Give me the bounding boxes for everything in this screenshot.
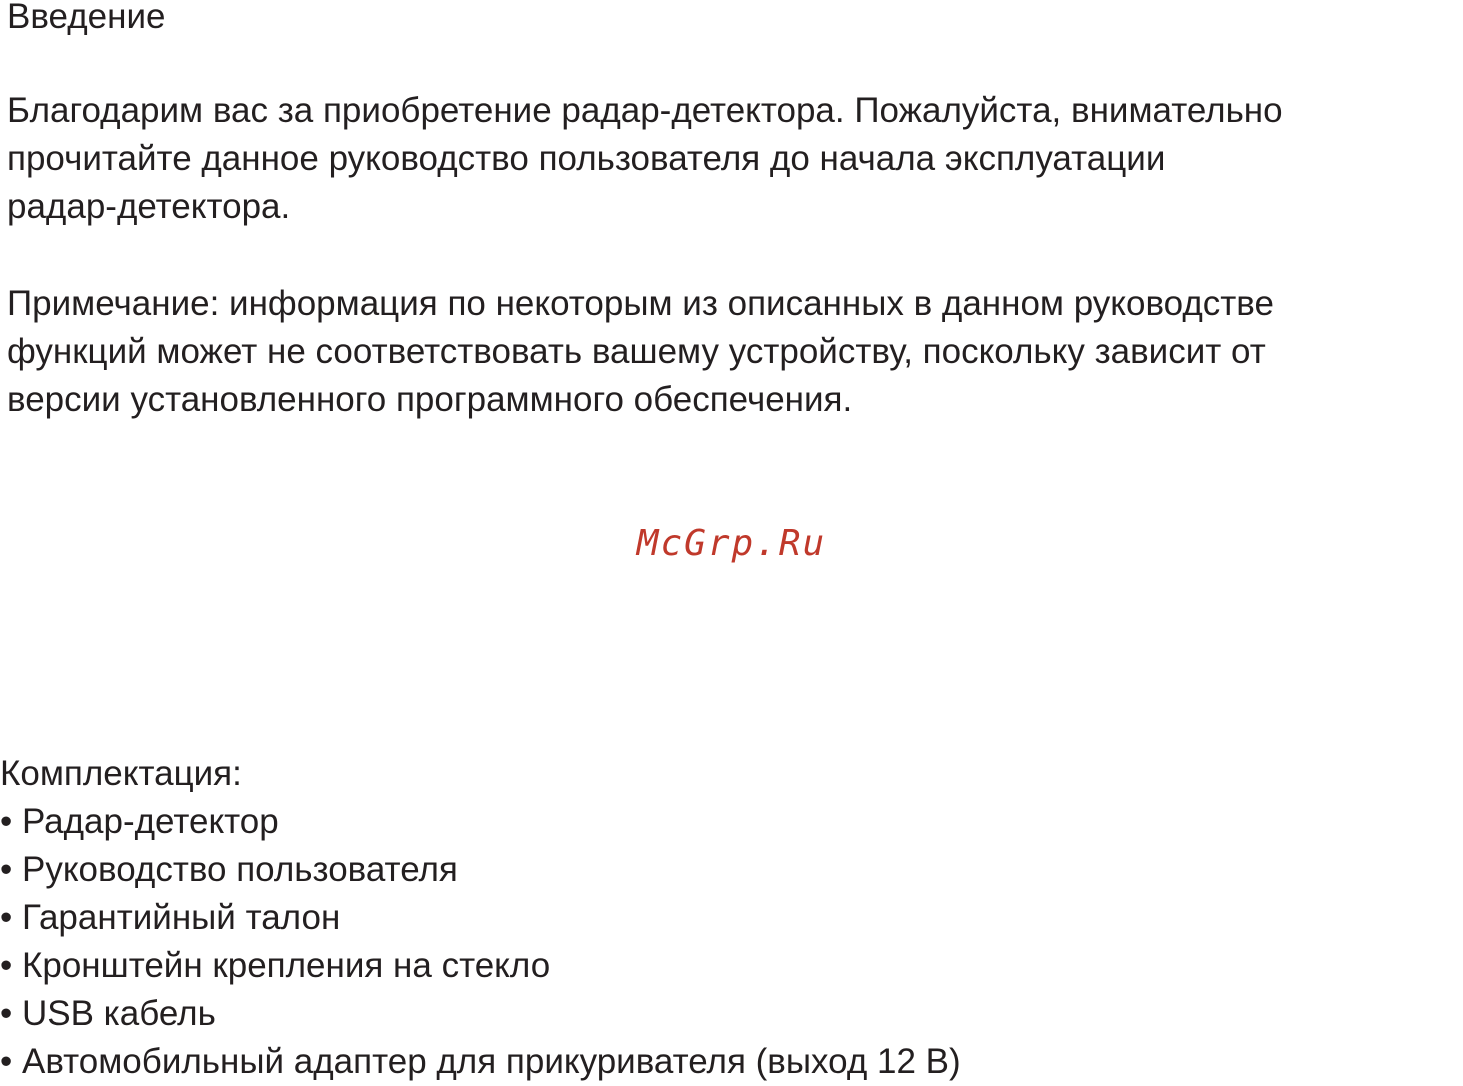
package-contents (0, 750, 961, 1086)
watermark-text: McGrp.Ru (636, 523, 827, 564)
package-item: • Радар-детектор (0, 802, 279, 841)
thanks-line: прочитайте данное руководство пользователя до начала эксплуатации (7, 139, 1166, 178)
package-item: • Автомобильный адаптер для прикуривателя (выход 12 В) (0, 1042, 961, 1081)
note-paragraph (7, 280, 1274, 424)
package-title: Комплектация: (0, 754, 242, 793)
note-line: версии установленного программного обеспечения. (7, 380, 853, 419)
package-item: • Гарантийный талон (0, 898, 341, 937)
thanks-line: Благодарим вас за приобретение радар-детектора. Пожалуйста, внимательно (7, 91, 1283, 130)
intro-heading (7, 0, 165, 41)
note-line: Примечание: информация по некоторым из описанных в данном руководстве (7, 284, 1274, 323)
note-line: функций может не соответствовать вашему устройству, поскольку зависит от (7, 332, 1266, 371)
package-item: • Кронштейн крепления на стекло (0, 946, 551, 985)
intro-heading-text: Введение (7, 0, 166, 36)
thanks-paragraph (7, 87, 1283, 231)
package-item: • USB кабель (0, 994, 216, 1033)
thanks-line: радар-детектора. (7, 187, 291, 226)
package-item: • Руководство пользователя (0, 850, 458, 889)
